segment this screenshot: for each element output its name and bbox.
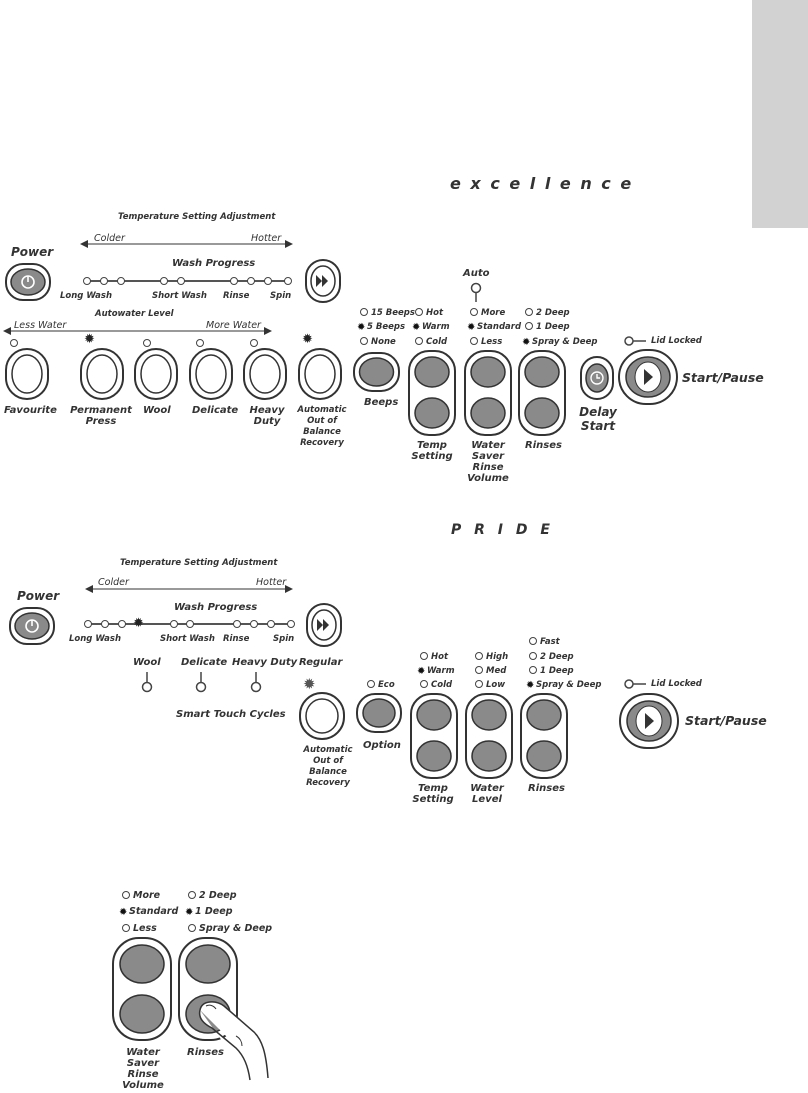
progress-led <box>267 620 275 628</box>
hotter-label: Hotter <box>251 233 282 244</box>
progress-led <box>233 620 241 628</box>
beeps-option: None <box>360 337 396 347</box>
temp-option: Cold <box>420 680 452 690</box>
more-water-label: More Water <box>206 320 261 331</box>
lid-locked-label: Lid Locked <box>651 679 702 689</box>
hotter-label: Hotter <box>256 577 287 588</box>
level-option: Low <box>475 680 505 690</box>
regular-label: Regular <box>299 657 343 668</box>
delicate-label: Delicate <box>192 405 239 416</box>
auto-label: Auto <box>463 268 490 279</box>
rinse-option: Fast <box>529 637 560 647</box>
start-pause-button[interactable] <box>619 693 679 749</box>
rinse-option-selected: ✹ 1 Deep <box>185 906 233 918</box>
stage-short-wash: Short Wash <box>152 291 207 301</box>
finger-press-icon <box>192 992 282 1082</box>
temp-button-pair[interactable] <box>410 693 458 779</box>
aob-label: Automatic Out of Balance Recovery <box>297 405 347 448</box>
stage-rinse: Rinse <box>223 291 250 301</box>
stage-long-wash: Long Wash <box>69 634 121 644</box>
aob-label: Automatic Out of Balance Recovery <box>303 745 353 788</box>
wool-label: Wool <box>143 405 171 416</box>
temp-option-selected: ✹ Warm <box>417 666 455 677</box>
smart-cycle-heavy-duty-label: Heavy Duty <box>232 657 298 668</box>
water-saver-label: Water Saver Rinse Volume <box>122 1047 164 1091</box>
pride-brand: P R I D E <box>451 522 554 538</box>
water-saver-label: Water Saver Rinse Volume <box>467 440 509 484</box>
start-pause-label: Start/Pause <box>682 370 764 385</box>
progress-led-lit: ✹ <box>133 616 144 631</box>
temp-option-selected: ✹ Warm <box>412 322 450 333</box>
stage-rinse: Rinse <box>223 634 250 644</box>
progress-led <box>250 620 258 628</box>
progress-led <box>170 620 178 628</box>
option-label: Option <box>363 740 401 751</box>
progress-led <box>287 620 295 628</box>
permanent-press-label: Permanent Press <box>70 405 132 427</box>
water-level-label: Water Level <box>470 783 504 805</box>
temp-option: Hot <box>415 308 443 318</box>
wash-progress-title: Wash Progress <box>172 258 256 269</box>
smart-cycle-wool-label: Wool <box>133 657 161 668</box>
permanent-press-led-lit: ✹ <box>84 332 95 347</box>
start-pause-label: Start/Pause <box>685 713 767 728</box>
water-option-selected: ✹ Standard <box>119 906 179 918</box>
stage-short-wash: Short Wash <box>160 634 215 644</box>
aob-button[interactable] <box>299 692 345 740</box>
rinse-option: 1 Deep <box>525 322 570 332</box>
water-option: Less <box>122 923 157 934</box>
rinses-label: Rinses <box>528 783 565 794</box>
power-label: Power <box>17 589 60 603</box>
stage-spin: Spin <box>273 634 295 644</box>
progress-led <box>84 620 92 628</box>
wool-indicator-icon <box>140 671 154 693</box>
option-button[interactable] <box>356 693 402 733</box>
temp-adjust-title: Temperature Setting Adjustment <box>120 558 278 568</box>
power-label: Power <box>11 245 54 259</box>
delicate-indicator-icon <box>194 671 208 693</box>
temp-setting-label: Temp Setting <box>411 440 453 462</box>
delay-start-label: Delay Start <box>579 405 617 433</box>
progress-led <box>101 620 109 628</box>
rinses-button-pair[interactable] <box>520 693 568 779</box>
power-button[interactable] <box>9 607 55 645</box>
progress-led <box>186 620 194 628</box>
colder-label: Colder <box>98 577 129 588</box>
smart-cycle-delicate-label: Delicate <box>181 657 228 668</box>
progress-led <box>118 620 126 628</box>
colder-label: Colder <box>94 233 125 244</box>
heavy-duty-label: Heavy Duty <box>249 405 285 427</box>
stage-long-wash: Long Wash <box>60 291 112 301</box>
water-option: More <box>122 890 160 901</box>
heavy-duty-indicator-icon <box>249 671 263 693</box>
water-saver-button-pair[interactable] <box>112 937 172 1041</box>
water-level-button-pair[interactable] <box>465 693 513 779</box>
water-option: Less <box>470 337 502 347</box>
temp-option: Hot <box>420 652 448 662</box>
rinse-option-selected: ✹ Spray & Deep <box>526 680 602 691</box>
rinses-label: Rinses <box>525 440 562 451</box>
temp-setting-label: Temp Setting <box>412 783 454 805</box>
beeps-label: Beeps <box>364 397 399 408</box>
rinse-option: 2 Deep <box>188 890 237 901</box>
rinses-label: Rinses <box>187 1047 224 1058</box>
stage-spin: Spin <box>270 291 292 301</box>
temp-option: Cold <box>415 337 447 347</box>
rinse-option: Spray & Deep <box>188 923 272 934</box>
advance-button[interactable] <box>306 603 342 647</box>
favourite-label: Favourite <box>4 405 57 416</box>
eco-option: Eco <box>367 680 395 690</box>
beeps-option: 15 Beeps <box>360 308 415 318</box>
autowater-title: Autowater Level <box>95 309 174 319</box>
less-water-label: Less Water <box>14 320 67 331</box>
level-option: Med <box>475 666 506 676</box>
rinse-option: 2 Deep <box>529 652 574 662</box>
excellence-brand: e x c e l l e n c e <box>450 174 634 193</box>
smart-touch-label: Smart Touch Cycles <box>176 709 286 720</box>
beeps-option-selected: ✹ 5 Beeps <box>357 322 406 333</box>
lid-locked-label: Lid Locked <box>651 336 702 346</box>
water-option-selected: ✹ Standard <box>467 322 522 333</box>
lid-lock-icon <box>624 679 648 689</box>
level-option: High <box>475 652 508 662</box>
wash-progress-title: Wash Progress <box>174 602 258 613</box>
rinse-option: 2 Deep <box>525 308 570 318</box>
aob-led-lit: ✹ <box>303 675 316 693</box>
rinse-option: 1 Deep <box>529 666 574 676</box>
water-option: More <box>470 308 505 318</box>
rinse-option-selected: ✹ Spray & Deep <box>522 337 598 348</box>
temp-adjust-title: Temperature Setting Adjustment <box>118 212 276 222</box>
aob-led-lit: ✹ <box>302 332 313 347</box>
